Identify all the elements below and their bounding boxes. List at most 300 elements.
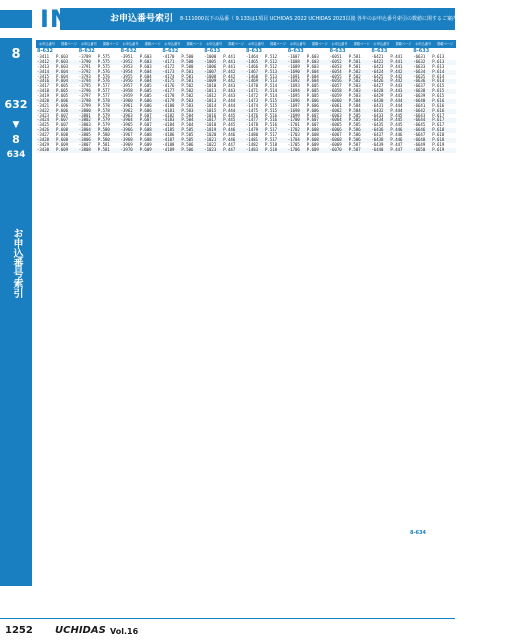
order-number: -6054 [329, 68, 342, 74]
page-reference: P.618 [432, 136, 445, 142]
order-number: -6649 [413, 141, 426, 147]
page-reference: P.607 [139, 112, 152, 118]
page-reference: P.442 [223, 78, 236, 84]
order-number: -1466 [246, 63, 259, 69]
column-rows [120, 55, 164, 153]
order-number: -6436 [371, 127, 384, 133]
page-reference: P.606 [306, 97, 319, 103]
page-reference: P.581 [348, 58, 361, 64]
order-number: -1008 [204, 73, 217, 79]
order-number: -6052 [329, 58, 342, 64]
order-number: -1470 [246, 83, 259, 89]
page-reference: P.446 [390, 132, 403, 137]
page-reference: P.607 [56, 117, 69, 123]
page-reference: P.582 [348, 68, 361, 74]
page-reference: P.585 [348, 112, 361, 118]
order-number: -6064 [329, 117, 342, 123]
order-number: -6639 [413, 93, 426, 98]
order-number: -4179 [162, 97, 175, 103]
order-number: -1479 [246, 127, 259, 133]
order-number: -3797 [78, 93, 91, 98]
order-number: -6061 [329, 102, 342, 108]
order-number: -1698 [287, 107, 300, 113]
order-number: -6429 [371, 93, 384, 98]
order-number: -6632 [413, 58, 426, 64]
order-number: -4189 [162, 146, 175, 152]
order-number: -4185 [162, 127, 175, 133]
order-number: -3951 [120, 54, 133, 59]
page-reference: P.615 [432, 93, 445, 98]
order-number: -6060 [329, 97, 342, 103]
order-number: -6425 [371, 73, 384, 79]
table-row [36, 148, 80, 153]
order-number: -1481 [246, 136, 259, 142]
side-arrow: ▼ [12, 120, 20, 130]
page-reference: P.617 [432, 122, 445, 128]
footer-volume: Vol.16 [110, 627, 139, 636]
order-number: -3427 [37, 132, 50, 137]
section-label: 8-632 [37, 48, 53, 54]
order-number: -1705 [287, 141, 300, 147]
page-reference: P.513 [265, 78, 278, 84]
order-number: -3420 [37, 97, 50, 103]
order-number: -3793 [78, 73, 91, 79]
order-number: -6426 [371, 78, 384, 84]
column-header-number: お申込番号 [248, 42, 264, 46]
column-rows [161, 55, 205, 153]
order-number: -3429 [37, 141, 50, 147]
order-number: -6648 [413, 136, 426, 142]
page-reference: P.446 [223, 132, 236, 137]
order-number: -1706 [287, 146, 300, 152]
page-reference: P.444 [390, 102, 403, 108]
order-number: -6421 [371, 54, 384, 59]
page-reference: P.518 [265, 146, 278, 152]
table-row [287, 148, 331, 153]
page-reference: P.505 [181, 136, 194, 142]
page-reference: P.605 [139, 88, 152, 94]
page-reference: P.514 [265, 83, 278, 89]
column-header-page: 掲載ページ [270, 42, 286, 46]
column-header-number: お申込番号 [39, 42, 55, 46]
page-reference: P.606 [139, 102, 152, 108]
page-reference: P.607 [56, 112, 69, 118]
page-reference: P.576 [97, 73, 110, 79]
order-number: -4186 [162, 132, 175, 137]
page-reference: P.583 [348, 83, 361, 89]
order-number: -1702 [287, 127, 300, 133]
column-header [203, 40, 247, 48]
page-reference: P.513 [265, 68, 278, 74]
page-reference: P.603 [56, 58, 69, 64]
order-number: -6650 [413, 146, 426, 152]
page-reference: P.577 [97, 83, 110, 89]
page-reference: P.608 [56, 132, 69, 137]
page-reference: P.614 [432, 78, 445, 84]
page-reference: P.586 [348, 127, 361, 133]
column-header-number: お申込番号 [206, 42, 223, 46]
page-reference: P.605 [306, 88, 319, 94]
order-number: -3807 [78, 141, 91, 147]
page-reference: P.445 [390, 122, 403, 128]
page-reference: P.445 [223, 112, 236, 118]
page-reference: P.608 [139, 127, 152, 133]
page-reference: P.582 [348, 73, 361, 79]
side-range-end-prefix: 8 [12, 133, 20, 146]
order-number: -4177 [162, 88, 175, 94]
page-reference: P.502 [181, 88, 194, 94]
order-number: -3791 [78, 63, 91, 69]
order-number: -6070 [329, 146, 342, 152]
page-reference: P.444 [223, 97, 236, 103]
order-number: -4175 [162, 78, 175, 84]
order-number: -6440 [371, 146, 384, 152]
page-reference: P.608 [306, 136, 319, 142]
order-number: -1691 [287, 73, 300, 79]
page-reference: P.581 [348, 54, 361, 59]
page-reference: P.442 [223, 68, 236, 74]
page-reference: P.503 [181, 107, 194, 113]
page-reference: P.505 [181, 127, 194, 133]
order-number: -3802 [78, 117, 91, 123]
order-number: -6067 [329, 132, 342, 137]
index-column [120, 40, 164, 588]
order-number: -3970 [120, 146, 133, 152]
page-reference: P.444 [223, 102, 236, 108]
page-reference: P.443 [223, 93, 236, 98]
page-reference: P.603 [56, 63, 69, 69]
page-reference: P.512 [265, 54, 278, 59]
order-number: -1020 [204, 132, 217, 137]
column-header [36, 40, 80, 48]
order-number: -1697 [287, 102, 300, 108]
page-reference: P.445 [390, 112, 403, 118]
order-number: -1469 [246, 78, 259, 84]
order-number: -1688 [287, 58, 300, 64]
order-number: -6057 [329, 83, 342, 89]
order-number: -3424 [37, 117, 50, 123]
order-number: -6642 [413, 107, 426, 113]
order-number: -4174 [162, 73, 175, 79]
order-number: -1696 [287, 97, 300, 103]
order-number: -6055 [329, 73, 342, 79]
page-reference: P.604 [56, 78, 69, 84]
order-number: -1472 [246, 93, 259, 98]
order-number: -1019 [204, 127, 217, 133]
index-column [245, 40, 289, 588]
order-number: -1687 [287, 54, 300, 59]
order-number: -6423 [371, 63, 384, 69]
page-reference: P.581 [97, 146, 110, 152]
column-header-number: お申込番号 [415, 42, 432, 46]
table-row [203, 148, 247, 153]
column-rows [78, 55, 122, 153]
page-reference: P.583 [348, 88, 361, 94]
page-reference: P.587 [348, 141, 361, 147]
order-number: -3425 [37, 122, 50, 128]
page-reference: P.446 [223, 127, 236, 133]
order-number: -3415 [37, 73, 50, 79]
page-reference: P.501 [181, 68, 194, 74]
page-reference: P.578 [97, 102, 110, 108]
order-number: -3416 [37, 78, 50, 84]
section-label: 8-633 [204, 48, 221, 54]
footer-brand: UCHIDAS [55, 625, 106, 636]
page-reference: P.609 [56, 141, 69, 147]
page-reference: P.583 [348, 93, 361, 98]
page-reference: P.606 [56, 107, 69, 113]
order-number: -6427 [371, 83, 384, 89]
order-number: -6634 [413, 68, 426, 74]
header-accent-bar [0, 10, 32, 28]
index-column [78, 40, 122, 588]
order-number: -1474 [246, 102, 259, 108]
order-number: -3430 [37, 146, 50, 152]
order-number: -3801 [78, 112, 91, 118]
column-header [245, 40, 289, 48]
order-number: -4184 [162, 122, 175, 128]
order-number: -1000 [204, 54, 217, 59]
order-number: -6643 [413, 112, 426, 118]
order-number: -3426 [37, 127, 50, 133]
column-header [412, 40, 456, 48]
order-number: -6066 [329, 127, 342, 133]
page-reference: P.608 [56, 127, 69, 133]
page-reference: P.605 [56, 93, 69, 98]
column-rows [287, 55, 331, 153]
order-number: -4178 [162, 93, 175, 98]
order-number: -1010 [204, 83, 217, 89]
page-reference: P.579 [97, 122, 110, 128]
column-header-number: お申込番号 [289, 42, 306, 46]
order-number: -6438 [371, 136, 384, 142]
page-reference: P.442 [390, 73, 403, 79]
order-number: -6644 [413, 117, 426, 123]
page-reference: P.607 [56, 122, 69, 128]
order-number: -3952 [120, 58, 133, 64]
page-reference: P.500 [181, 54, 194, 59]
page-reference: P.516 [265, 112, 278, 118]
page-reference: P.581 [97, 141, 110, 147]
page-reference: P.506 [181, 141, 194, 147]
order-number: -3804 [78, 127, 91, 133]
order-number: -6645 [413, 122, 426, 128]
order-number: -6434 [371, 117, 384, 123]
side-range-start: 632 [4, 98, 28, 111]
order-number: -1477 [246, 117, 259, 123]
table-row [120, 148, 164, 153]
order-number: -3798 [78, 97, 91, 103]
page-footer [0, 618, 455, 644]
order-number: -3965 [120, 122, 133, 128]
order-number: -6637 [413, 83, 426, 89]
order-number: -4170 [162, 54, 175, 59]
page-reference: P.606 [306, 107, 319, 113]
column-header [329, 40, 373, 48]
footer-rule [0, 618, 455, 619]
order-number: -3794 [78, 78, 91, 84]
table-row [161, 148, 205, 153]
page-reference: P.446 [390, 136, 403, 142]
order-number: -3805 [78, 132, 91, 137]
order-number: -3423 [37, 112, 50, 118]
order-number: -4188 [162, 141, 175, 147]
page-reference: P.447 [390, 141, 403, 147]
order-number: -3806 [78, 136, 91, 142]
order-number: -1695 [287, 93, 300, 98]
index-column [287, 40, 331, 588]
order-number: -1011 [204, 88, 217, 94]
column-header-number: お申込番号 [373, 42, 390, 46]
order-number: -1006 [204, 63, 217, 69]
page-reference: P.517 [265, 132, 278, 137]
column-rows [329, 55, 373, 153]
page-reference: P.445 [223, 117, 236, 123]
page-reference: P.441 [390, 63, 403, 69]
page-reference: P.444 [390, 97, 403, 103]
order-number: -1704 [287, 136, 300, 142]
order-number: -3957 [120, 83, 133, 89]
page-reference: P.503 [181, 97, 194, 103]
page-reference: P.586 [348, 132, 361, 137]
order-number: -6069 [329, 141, 342, 147]
column-header-number: お申込番号 [164, 42, 181, 46]
column-header-page: 掲載ページ [102, 42, 119, 46]
order-number: -3808 [78, 146, 91, 152]
page-reference: P.441 [223, 54, 236, 59]
page-reference: P.613 [432, 58, 445, 64]
page-reference: P.443 [223, 83, 236, 89]
order-number: -3799 [78, 102, 91, 108]
order-number: -4182 [162, 112, 175, 118]
order-number: -6059 [329, 93, 342, 98]
order-number: -3958 [120, 88, 133, 94]
order-number: -1023 [204, 146, 217, 152]
page-reference: P.579 [97, 112, 110, 118]
page-title: INDEX [40, 5, 129, 33]
order-number: -1478 [246, 122, 259, 128]
page-reference: P.613 [432, 63, 445, 69]
page-reference: P.614 [432, 73, 445, 79]
page-reference: P.609 [139, 146, 152, 152]
column-header-page: 掲載ページ [228, 42, 245, 46]
order-number: -4172 [162, 63, 175, 69]
page-reference: P.607 [306, 122, 319, 128]
page-reference: P.444 [223, 107, 236, 113]
page-reference: P.608 [139, 132, 152, 137]
section-label: 8-632 [120, 48, 137, 54]
column-rows [412, 55, 456, 153]
page-reference: P.443 [390, 88, 403, 94]
column-header [120, 40, 164, 48]
order-number: -1473 [246, 97, 259, 103]
side-range-top: 8 [11, 47, 21, 62]
order-number: -6641 [413, 102, 426, 108]
page-reference: P.605 [139, 93, 152, 98]
order-number: -1013 [204, 97, 217, 103]
index-column [370, 40, 414, 588]
order-number: -6422 [371, 58, 384, 64]
section-label: 8-633 [413, 48, 430, 54]
page-number: 1252 [5, 625, 33, 636]
order-number: -6633 [413, 63, 426, 69]
page-reference: P.517 [265, 127, 278, 133]
page-reference: P.605 [56, 83, 69, 89]
page-reference: P.603 [139, 63, 152, 69]
column-header [78, 40, 122, 48]
page-reference: P.584 [348, 97, 361, 103]
order-number: -1690 [287, 68, 300, 74]
order-number: -3960 [120, 97, 133, 103]
page-reference: P.605 [139, 83, 152, 89]
order-number: -1471 [246, 88, 259, 94]
page-reference: P.603 [56, 54, 69, 59]
order-number: -3969 [120, 141, 133, 147]
page-reference: P.606 [139, 97, 152, 103]
column-rows [36, 55, 80, 153]
order-number: -6433 [371, 112, 384, 118]
page-reference: P.580 [97, 127, 110, 133]
page-reference: P.576 [97, 78, 110, 84]
page-reference: P.609 [306, 141, 319, 147]
order-number: -1701 [287, 122, 300, 128]
order-number: -6062 [329, 107, 342, 113]
page-reference: P.603 [139, 54, 152, 59]
column-header [161, 40, 205, 48]
order-number: -1703 [287, 132, 300, 137]
page-reference: P.577 [97, 93, 110, 98]
page-reference: P.514 [265, 93, 278, 98]
page-reference: P.619 [432, 141, 445, 147]
order-number: -6439 [371, 141, 384, 147]
order-number: -4187 [162, 136, 175, 142]
page-reference: P.603 [306, 54, 319, 59]
page-reference: P.603 [139, 58, 152, 64]
order-number: -3954 [120, 68, 133, 74]
order-number: -3964 [120, 117, 133, 123]
page-reference: P.517 [265, 136, 278, 142]
order-number: -6065 [329, 122, 342, 128]
order-number: -3412 [37, 58, 50, 64]
order-number: -1694 [287, 88, 300, 94]
order-number: -1468 [246, 73, 259, 79]
order-number: -6646 [413, 127, 426, 133]
order-number: -6424 [371, 68, 384, 74]
order-number: -1693 [287, 83, 300, 89]
header-description: 8-111000以下の品番（ 9.133は1項目 UCHIDAS 2022 UCHIDAS 2023以後 各年のお申込番号索引の数値に関するご案内は各ページにお記載あります。 [180, 16, 527, 22]
order-number: -1480 [246, 132, 259, 137]
page-reference: P.619 [432, 146, 445, 152]
page-reference: P.587 [348, 146, 361, 152]
page-reference: P.606 [306, 102, 319, 108]
page-reference: P.584 [348, 107, 361, 113]
order-number: -1016 [204, 112, 217, 118]
order-number: -6058 [329, 88, 342, 94]
page-reference: P.502 [181, 93, 194, 98]
table-row [245, 148, 289, 153]
order-number: -6051 [329, 54, 342, 59]
page-reference: P.442 [223, 73, 236, 79]
page-reference: P.585 [348, 122, 361, 128]
page-header [0, 0, 527, 38]
page-reference: P.604 [56, 68, 69, 74]
order-number: -3963 [120, 112, 133, 118]
column-rows [370, 55, 414, 153]
index-column [412, 40, 456, 588]
column-rows [203, 55, 247, 153]
page-reference: P.582 [348, 78, 361, 84]
order-number: -3962 [120, 107, 133, 113]
